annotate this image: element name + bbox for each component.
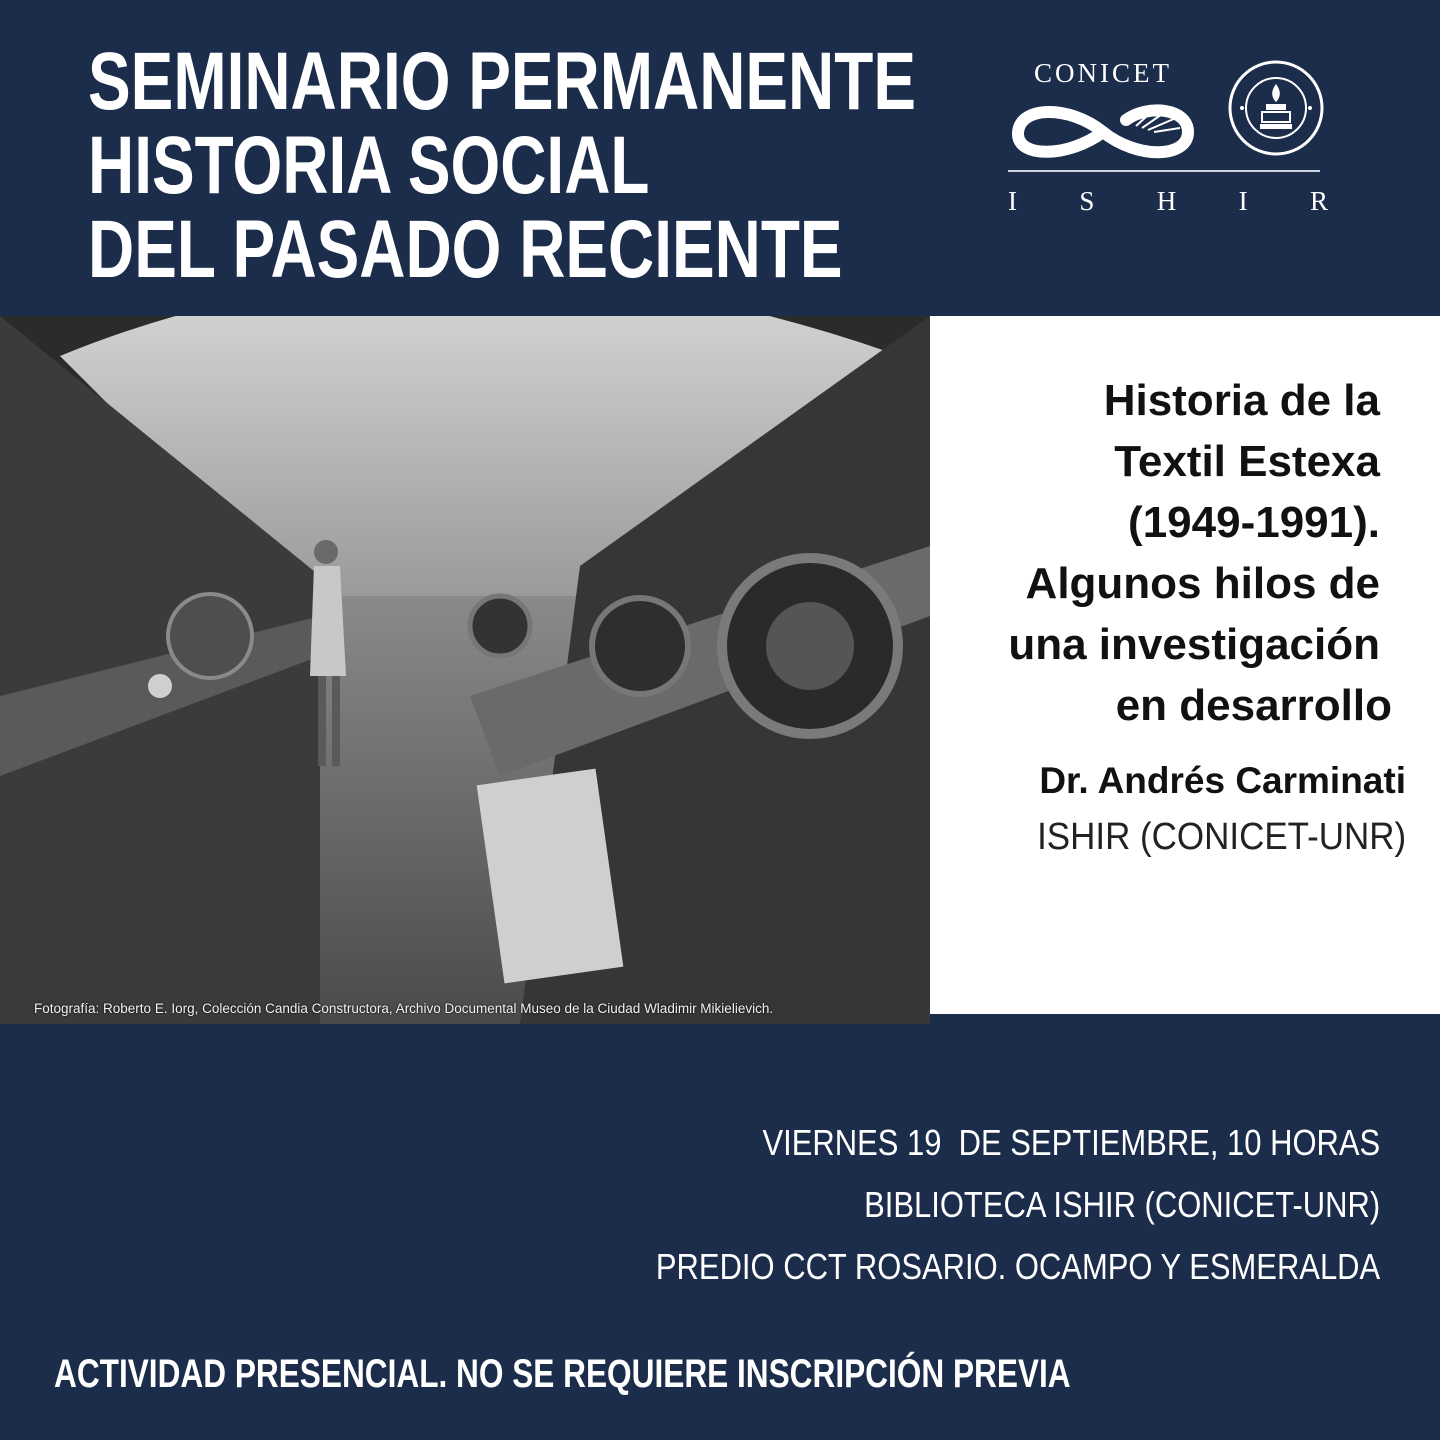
talk-title-line: en desarrollo: [1115, 681, 1392, 730]
talk-title-line: (1949-1991).: [1128, 498, 1380, 547]
conicet-logo-text: CONICET: [1034, 58, 1172, 88]
ishir-letter: R: [1309, 186, 1328, 216]
ishir-logo-text: [1008, 186, 1328, 217]
attendance-note: ACTIVIDAD PRESENCIAL. NO SE REQUIERE INSCRIPCIÓN PREVIA: [54, 1352, 1071, 1396]
ishir-letter: I: [1008, 186, 1017, 216]
factory-photo-illustration: [0, 316, 930, 1024]
logo-divider: [1008, 170, 1320, 172]
event-details: [538, 1112, 1380, 1298]
institution-logos: [1008, 58, 1328, 218]
speaker-institution: ISHIR (CONICET-UNR): [1036, 816, 1406, 858]
conicet-infinity-icon: [1008, 96, 1198, 166]
talk-title-line: Textil Estexa: [1114, 437, 1380, 486]
speaker-name: Dr. Andrés Carminati: [1039, 760, 1406, 801]
ishir-letter: H: [1156, 186, 1177, 216]
seminar-title-line-2: HISTORIA SOCIAL: [88, 120, 650, 211]
talk-title-line: Historia de la: [1103, 376, 1380, 425]
seminar-title-line-1: SEMINARIO PERMANENTE: [88, 36, 916, 127]
talk-panel: [930, 316, 1440, 1014]
ishir-letter: S: [1079, 186, 1095, 216]
event-date-time: VIERNES 19 DE SEPTIEMBRE, 10 HORAS: [762, 1122, 1380, 1163]
unr-seal-icon: [1226, 58, 1326, 158]
textile-factory-photo: [0, 316, 930, 1024]
photo-credit: Fotografía: Roberto E. Iorg, Colección Candia Constructora, Archivo Documental Museo de la Ciudad Wladimir Mikielievich.: [34, 1001, 774, 1016]
talk-title-line: una investigación: [1008, 620, 1380, 669]
talk-title-line: Algunos hilos de: [1025, 559, 1380, 608]
ishir-letter: I: [1238, 186, 1248, 216]
event-venue: BIBLIOTECA ISHIR (CONICET-UNR): [863, 1184, 1380, 1225]
event-address: PREDIO CCT ROSARIO. OCAMPO Y ESMERALDA: [655, 1246, 1380, 1287]
seminar-title-line-3: DEL PASADO RECIENTE: [88, 204, 843, 295]
seminar-title: [88, 36, 916, 295]
talk-title: [940, 370, 1392, 736]
